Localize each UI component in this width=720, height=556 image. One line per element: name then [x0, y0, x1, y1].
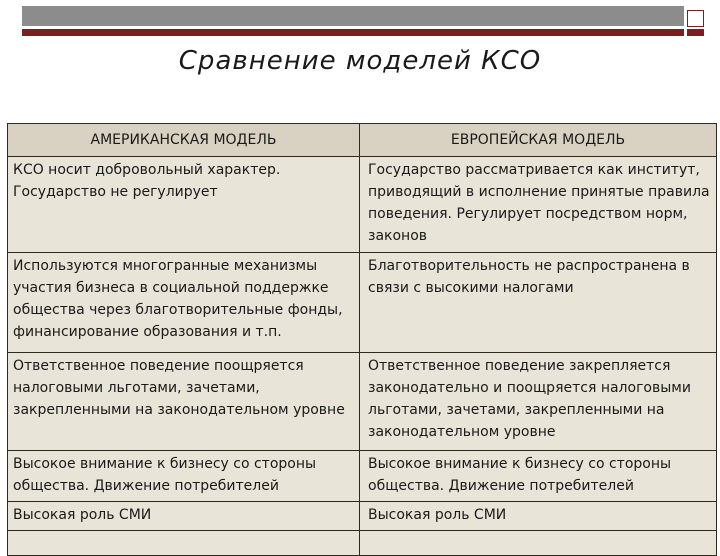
corner-bar-decoration — [687, 29, 704, 36]
table-cell: Высокая роль СМИ — [360, 502, 717, 531]
table-row — [8, 502, 717, 531]
table-header-row — [8, 124, 717, 157]
table-row — [8, 451, 717, 502]
table-row — [8, 253, 717, 353]
table-cell: Ответственное поведение поощряется налоговыми льготами, зачетами, закрепленными на законодательном уровне — [8, 353, 360, 451]
comparison-table — [7, 123, 717, 556]
table-cell: Высокое внимание к бизнесу со стороны общества. Движение потребителей — [8, 451, 360, 502]
header-european-model: ЕВРОПЕЙСКАЯ МОДЕЛЬ — [360, 124, 717, 157]
table-cell: КСО носит добровольный характер. Государство не регулирует — [8, 157, 360, 253]
header-bar-maroon — [22, 29, 684, 36]
table-cell: Ответственное поведение закрепляется законодательно и поощряется налоговыми льготами, зачетами, закрепленными на законодательном уровне — [360, 353, 717, 451]
corner-square-decoration — [687, 10, 704, 27]
header-american-model: АМЕРИКАНСКАЯ МОДЕЛЬ — [8, 124, 360, 157]
table-row-cut — [8, 531, 717, 556]
table-cell: Благотворительность не распространена в связи с высокими налогами — [360, 253, 717, 353]
table-row — [8, 157, 717, 253]
table-cell-cut — [8, 531, 360, 556]
table-row — [8, 353, 717, 451]
page-title: Сравнение моделей КСО — [178, 46, 542, 76]
table-cell-cut — [360, 531, 717, 556]
comparison-table-container — [7, 123, 716, 556]
table-cell: Высокая роль СМИ — [8, 502, 360, 531]
header-bar-grey — [22, 6, 684, 26]
table-cell: Государство рассматривается как институт, приводящий в исполнение принятые правила поведения. Регулирует посредством норм, законов — [360, 157, 717, 253]
table-cell: Высокое внимание к бизнесу со стороны общества. Движение потребителей — [360, 451, 717, 502]
table-cell: Используются многогранные механизмы участия бизнеса в социальной поддержке общества через благотворительные фонды, финансирование образования и т.п. — [8, 253, 360, 353]
